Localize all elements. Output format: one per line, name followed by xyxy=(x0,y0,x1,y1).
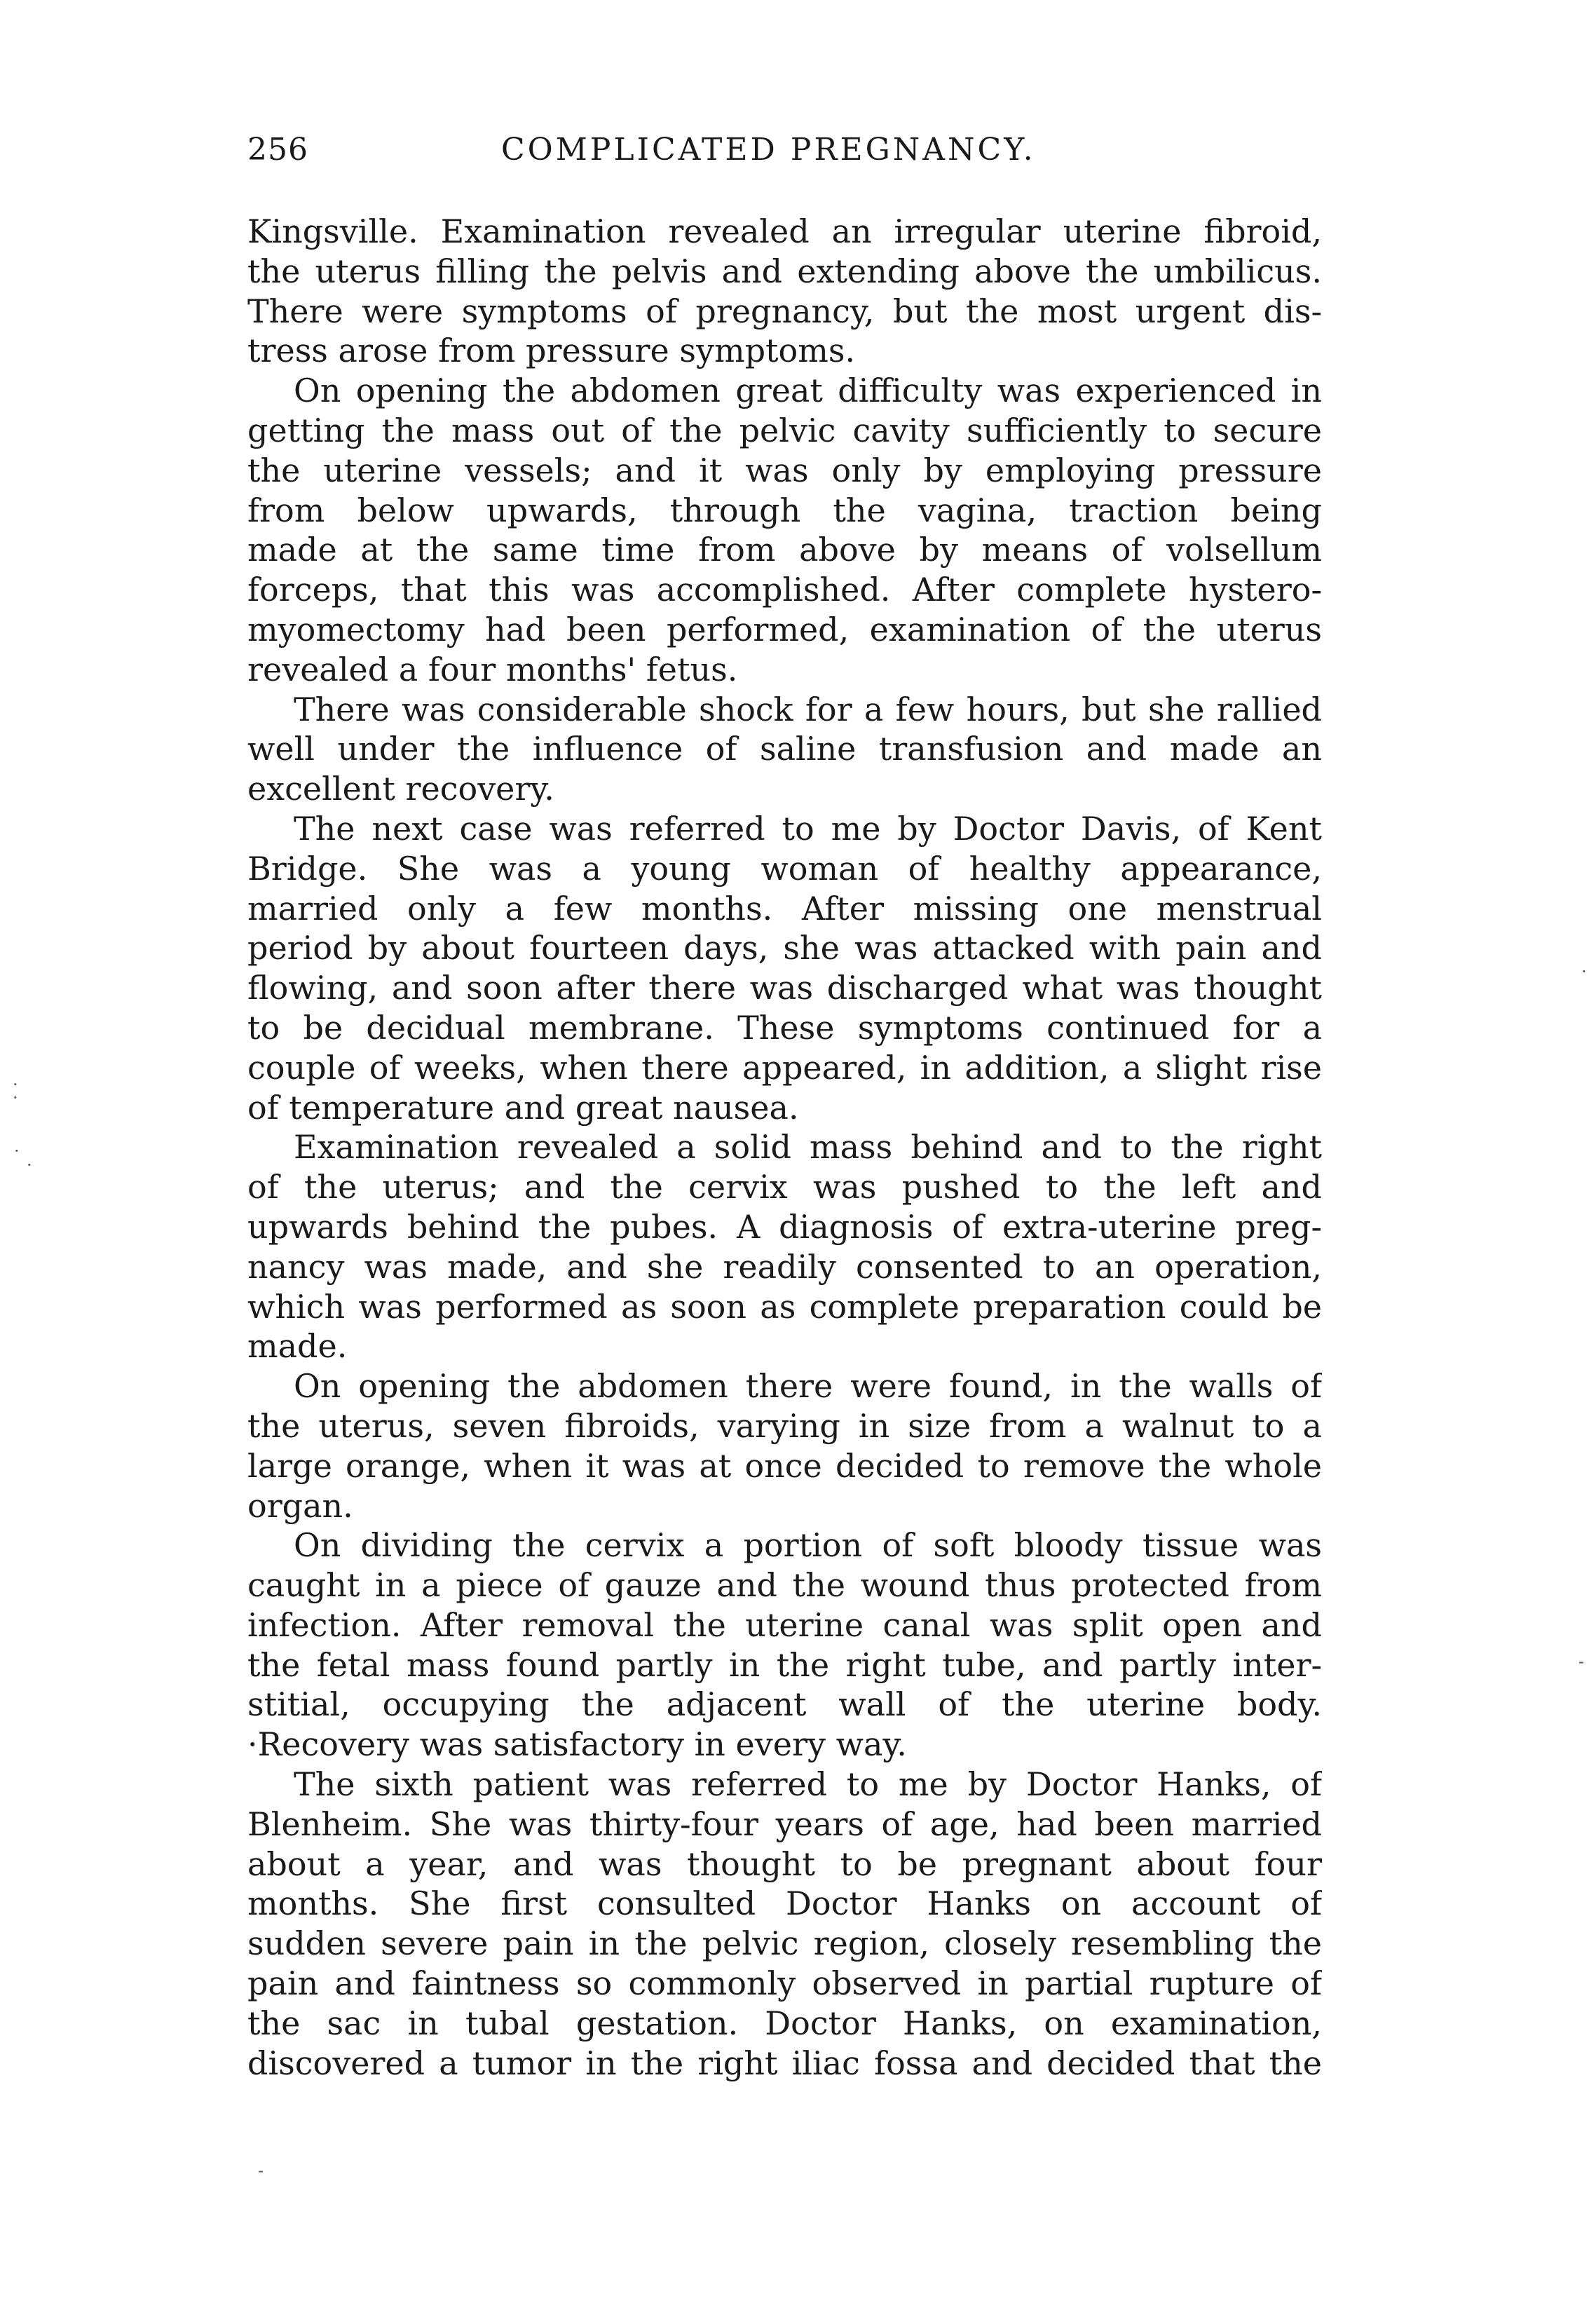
text-line: revealed a four months' fetus. xyxy=(247,650,738,688)
text-line: large orange, when it was at once decided to remove the whole xyxy=(247,1446,1322,1485)
text-line: well under the influence of saline transfusion and made an xyxy=(247,730,1322,768)
running-head xyxy=(247,132,1322,177)
text-line: made at the same time from above by means of volsellum xyxy=(247,531,1322,569)
text-line: pain and faintness so commonly observed in partial rupture of xyxy=(247,1964,1322,2003)
body-text xyxy=(247,212,1322,2083)
text-line: the uterine vessels; and it was only by employing pressure xyxy=(247,451,1322,489)
margin-speck: · xyxy=(13,1088,18,1108)
text-line: the uterus filling the pelvis and extending above the umbilicus. xyxy=(247,252,1322,290)
margin-speck: · xyxy=(14,1141,20,1161)
text-line: organ. xyxy=(247,1486,353,1525)
text-line: Kingsville. Examination revealed an irregular uterine fibroid, xyxy=(247,212,1322,250)
text-line: Bridge. She was a young woman of healthy appearance, xyxy=(247,849,1322,888)
text-line: which was performed as soon as complete preparation could be xyxy=(247,1287,1322,1326)
text-line: tress arose from pressure symptoms. xyxy=(247,332,856,370)
text-line: stitial, occupying the adjacent wall of the uterine body. xyxy=(247,1685,1322,1724)
text-line: months. She first consulted Doctor Hanks on account of xyxy=(247,1884,1322,1923)
text-line: The next case was referred to me by Doctor Davis, of Kent xyxy=(294,809,1322,848)
text-line: Blenheim. She was thirty-four years of age, had been married xyxy=(247,1805,1322,1843)
text-line: On dividing the cervix a portion of soft bloody tissue was xyxy=(294,1526,1322,1565)
text-line: about a year, and was thought to be pregnant about four xyxy=(247,1844,1322,1883)
text-line: ·Recovery was satisfactory in every way. xyxy=(247,1725,907,1764)
text-line: couple of weeks, when there appeared, in addition, a slight rise xyxy=(247,1048,1322,1087)
text-line: the fetal mass found partly in the right tube, and partly inter- xyxy=(247,1645,1322,1684)
text-line: getting the mass out of the pelvic cavity sufficiently to secure xyxy=(247,411,1322,449)
text-line: On opening the abdomen there were found, in the walls of xyxy=(294,1367,1322,1406)
text-line: of temperature and great nausea. xyxy=(247,1088,799,1127)
text-line: There was considerable shock for a few hours, but she rallied xyxy=(294,690,1322,728)
text-line: There were symptoms of pregnancy, but the most urgent dis- xyxy=(247,292,1322,330)
text-line: to be decidual membrane. These symptoms continued for a xyxy=(247,1008,1322,1047)
text-line: from below upwards, through the vagina, traction being xyxy=(247,491,1322,529)
text-line: of the uterus; and the cervix was pushed to the left and xyxy=(247,1168,1322,1207)
text-line: the sac in tubal gestation. Doctor Hanks, on examination, xyxy=(247,2004,1322,2042)
text-line: excellent recovery. xyxy=(247,770,554,808)
text-line: flowing, and soon after there was discharged what was thought xyxy=(247,969,1322,1007)
text-line: caught in a piece of gauze and the wound thus protected from xyxy=(247,1566,1322,1605)
text-line: the uterus, seven fibroids, varying in size from a walnut to a xyxy=(247,1406,1322,1445)
text-line: made. xyxy=(247,1327,348,1366)
text-line: myomectomy had been performed, examination of the uterus xyxy=(247,610,1322,648)
margin-speck: - xyxy=(1578,1652,1585,1671)
text-line: discovered a tumor in the right iliac fossa and decided that the xyxy=(247,2044,1322,2082)
text-line: forceps, that this was accomplished. After complete hystero- xyxy=(247,571,1322,609)
running-title: COMPLICATED PREGNANCY. xyxy=(501,132,1036,168)
margin-speck: · xyxy=(27,1155,32,1175)
text-line: The sixth patient was referred to me by Doctor Hanks, of xyxy=(294,1765,1322,1804)
margin-speck: - xyxy=(258,2161,264,2180)
margin-speck: · xyxy=(1581,962,1587,981)
margin-speck: . xyxy=(13,1070,18,1089)
text-line: On opening the abdomen great difficulty was experienced in xyxy=(294,372,1322,410)
text-line: upwards behind the pubes. A diagnosis of extra-uterine preg- xyxy=(247,1207,1322,1246)
text-line: period by about fourteen days, she was attacked with pain and xyxy=(247,929,1322,967)
text-line: nancy was made, and she readily consented to an operation, xyxy=(247,1247,1322,1286)
text-line: infection. After removal the uterine canal was split open and xyxy=(247,1605,1322,1644)
text-line: Examination revealed a solid mass behind and to the right xyxy=(294,1128,1322,1167)
text-line: married only a few months. After missing one menstrual xyxy=(247,889,1322,928)
text-line: sudden severe pain in the pelvic region, closely resembling the xyxy=(247,1924,1322,1963)
page-number: 256 xyxy=(247,132,308,168)
